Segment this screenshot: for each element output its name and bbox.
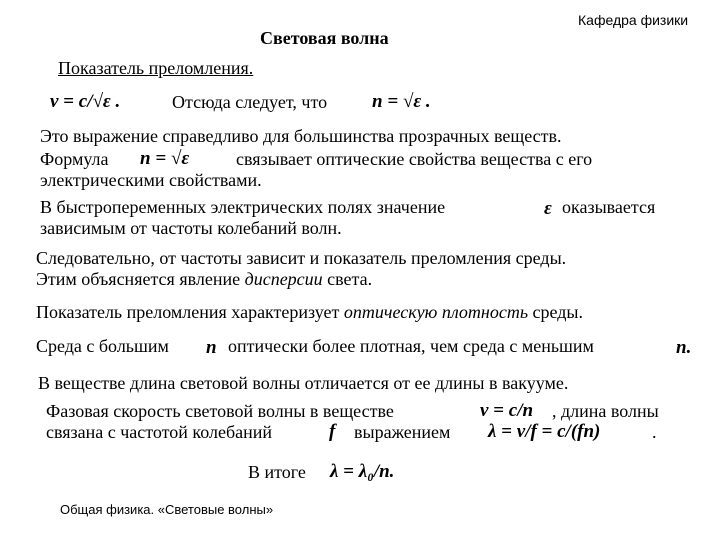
formula-word: Формула [40, 149, 109, 169]
epsilon-symbol: ε [544, 198, 552, 219]
text-line-5: зависимым от частоты колебаний волн. [40, 218, 342, 238]
footer-text: Общая физика. «Световые волны» [60, 502, 274, 517]
wavelength-frequency-formula: λ = v/f = c/(fn) [488, 421, 601, 442]
text-line-12-end: выражением [354, 422, 451, 442]
text-line-12-start: связана с частотой колебаний [46, 422, 273, 442]
velocity-formula: v = c/√ε . [50, 91, 121, 112]
text-line-11-end: , длина волны [552, 401, 659, 421]
text-line-7 [36, 269, 372, 289]
phase-velocity-formula: v = c/n [480, 400, 534, 421]
section-subtitle: Показатель преломления. [58, 58, 254, 78]
n-symbol-small: n. [676, 337, 692, 358]
text-line-7-start: Этим объясняется явление [36, 269, 241, 289]
result-label: В итоге [248, 462, 306, 482]
text-line-9-mid: оптически более плотная, чем среда с меньшим [228, 336, 594, 356]
slide-title: Световая волна [260, 28, 389, 48]
dispersion-term: дисперсии [244, 269, 323, 289]
refraction-index-formula: n = √ε . [372, 91, 431, 112]
text-line-9-start: Среда с большим [36, 336, 169, 356]
text-line-7-end: света. [327, 269, 373, 289]
text-line-3: электрическими свойствами. [40, 170, 262, 190]
text-line-8 [36, 302, 583, 322]
department-label: Кафедра физики [578, 12, 689, 28]
text-line-2: связывает оптические свойства вещества с его [236, 149, 593, 169]
wavelength-formula-suffix: . [652, 422, 657, 442]
text-line-8-end: среды. [532, 302, 584, 322]
result-formula: λ = λ₀/n. [330, 461, 395, 482]
frequency-symbol: f [329, 421, 336, 442]
text-line-6: Следовательно, от частоты зависит и показатель преломления среды. [36, 248, 567, 268]
optical-density-term: оптическую плотность [343, 302, 529, 322]
then-follows-text: Отсюда следует, что [172, 92, 328, 112]
text-line-11-start: Фазовая скорость световой волны в веществе [46, 401, 394, 421]
text-line-4-start: В быстропеременных электрических полях значение [40, 197, 446, 217]
text-line-8-start: Показатель преломления характеризует [36, 302, 340, 322]
text-line-4-end: оказывается [562, 197, 656, 217]
n-symbol-large: n [206, 337, 217, 358]
text-line-10: В веществе длина световой волны отличается от ее длины в вакууме. [38, 373, 569, 393]
text-line-1: Это выражение справедливо для большинства прозрачных веществ. [40, 126, 562, 146]
refraction-index-inline-formula: n = √ε [140, 148, 190, 169]
